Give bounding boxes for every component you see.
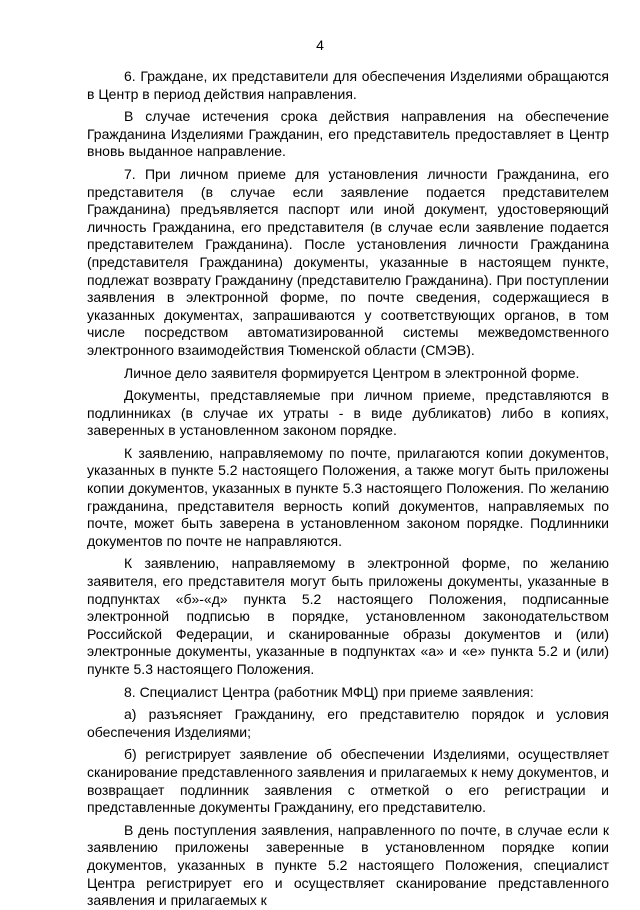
paragraph-postal-application: К заявлению, направляемому по почте, прилагаются копии документов, указанных в пункте 5.2 настоящего Положения, а также могут быть приложены копии документов, указанных в пункте 5.3 настоящего Положения. По желанию гражданина, представителя верность копий документов, направляемых по почте, может быть заверена в установленном законом порядке. Подлинники документов по почте не направляются. bbox=[87, 444, 609, 549]
paragraph-personal-file: Личное дело заявителя формируется Центром в электронной форме. bbox=[124, 364, 580, 381]
paragraph-8b-registers: б) регистрирует заявление об обеспечении Изделиями, осуществляет сканирование представленного заявления и прилагаемых к нему документов, и возвращает подлинник заявления с отметкой о его регистрации и представленные документы Гражданину, его представителю. bbox=[87, 746, 609, 816]
page-number: 4 bbox=[316, 37, 324, 53]
paragraph-documents-in-person: Документы, представляемые при личном приеме, представляются в подлинниках (в случае их утраты - в виде дубликатов) либо в копиях, заверенных в установленном законом порядке. bbox=[87, 387, 609, 439]
paragraph-postal-receipt-day: В день поступления заявления, направленного по почте, в случае если к заявлению приложены заверенные в установленном порядке копии документов, указанных в пункте 5.2 настоящего Положения, специалист Центра регистрирует его и осуществляет сканирование представленного заявления и прилагаемых к bbox=[87, 821, 609, 909]
paragraph-8-specialist-duties: 8. Специалист Центра (работник МФЦ) при приеме заявления: bbox=[124, 683, 534, 700]
document-body bbox=[87, 68, 609, 910]
paragraph-7-identity-verification: 7. При личном приеме для установления личности Гражданина, его представителя (в случае если заявление подается представителем Гражданина) предъявляется паспорт или иной документ, удостоверяющий личность Гражданина, его представителя (в случае если заявление подается представителем Гражданина). После установления личности Гражданина (представителя Гражданина) документы, указанные в настоящем пункте, подлежат возврату Гражданину (представителю Гражданина). При поступлении заявления в электронной форме, по почте сведения, содержащиеся в указанных документах, запрашиваются у соответствующих органов, в том числе посредством автоматизированной системы межведомственного электронного взаимодействия Тюменской области (СМЭВ). bbox=[87, 165, 609, 358]
paragraph-electronic-application: К заявлению, направляемому в электронной форме, по желанию заявителя, его представителя могут быть приложены документы, указанные в подпунктах «б»-«д» пункта 5.2 настоящего Положения, подписанные электронной подписью в порядке, установленном законодательством Российской Федерации, и сканированные образы документов и (или) электронные документы, указанные в подпунктах «а» и «е» пункта 5.2 и (или) пункте 5.3 настоящего Положения. bbox=[87, 555, 609, 677]
paragraph-expired-referral: В случае истечения срока действия направления на обеспечение Гражданина Изделиями Гражданин, его представитель предоставляет в Центр вновь выданное направление. bbox=[87, 108, 609, 160]
paragraph-6-citizens-apply: 6. Граждане, их представители для обеспечения Изделиями обращаются в Центр в период действия направления. bbox=[87, 68, 609, 102]
paragraph-8a-explains: а) разъясняет Гражданину, его представителю порядок и условия обеспечения Изделиями; bbox=[87, 706, 609, 740]
